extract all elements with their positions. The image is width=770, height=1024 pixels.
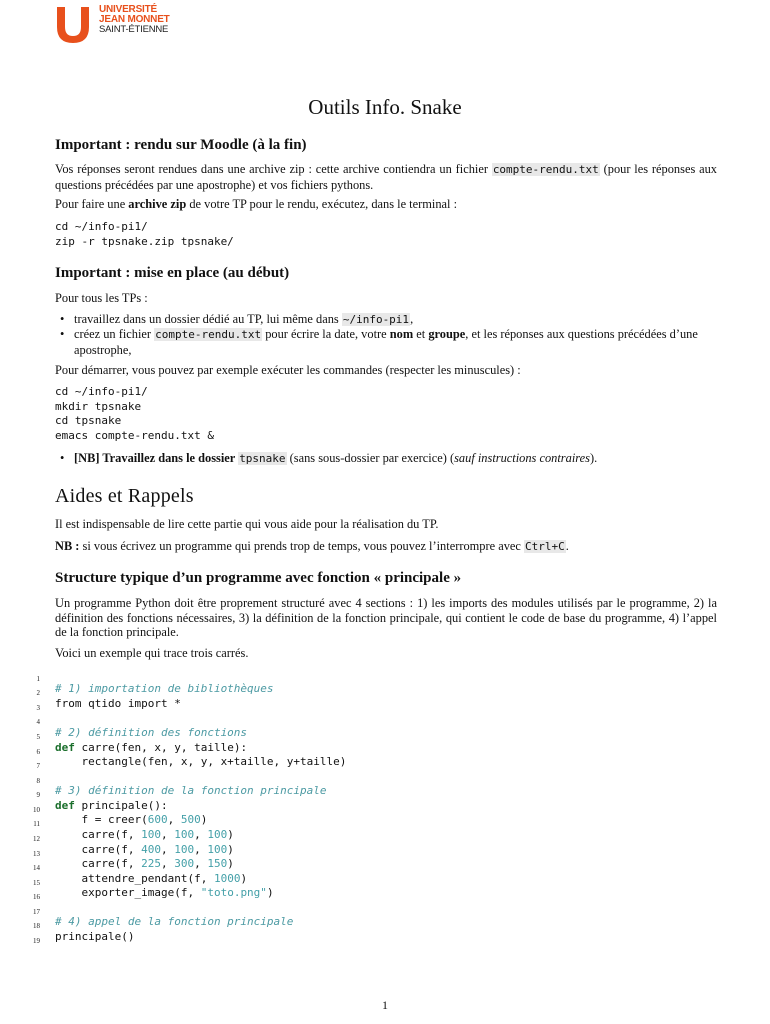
line-number: 2: [36, 689, 40, 697]
paragraph-indispensable: Il est indispensable de lire cette partie qui vous aide pour la réalisation du TP.: [55, 517, 439, 531]
page-number: 1: [382, 998, 388, 1012]
code-line: def principale():: [55, 799, 168, 812]
line-number: 18: [33, 922, 40, 930]
page-title: Outils Info. Snake: [308, 95, 462, 119]
heading-rendu-moodle: Important : rendu sur Moodle (à la fin): [55, 137, 307, 153]
code-line: carre(f, 225, 300, 150): [55, 857, 234, 870]
code-line: attendre_pendant(f, 1000): [55, 872, 248, 885]
terminal-commands-setup: cd ~/info-pi1/ mkdir tpsnake cd tpsnake emacs compte-rendu.txt &: [55, 385, 214, 442]
code-line: def carre(fen, x, y, taille):: [55, 741, 248, 754]
list-item-nb: • [NB] Travaillez dans le dossier tpsnake (sans sous-dossier par exercice) (sauf instructions contraires).: [60, 451, 598, 465]
line-number: 10: [33, 806, 40, 814]
heading-structure: Structure typique d’un programme avec fonction « principale »: [55, 570, 462, 586]
terminal-commands-zip: cd ~/info-pi1/ zip -r tpsnake.zip tpsnake/: [55, 220, 234, 248]
line-number: 6: [36, 748, 40, 756]
university-logo: [54, 3, 174, 49]
code-comment: # 2) définition des fonctions: [55, 726, 248, 739]
list-item-fichier: • créez un fichier compte-rendu.txt pour écrire la date, votre nom et groupe, et les réponses aux questions précédées d’une apostrophe,: [60, 327, 698, 357]
logo-line-3: SAINT-ÉTIENNE: [99, 24, 169, 35]
code-comment: # 3) définition de la fonction principale: [55, 784, 327, 797]
code-line: carre(f, 400, 100, 100): [55, 843, 234, 856]
ujm-logo-icon: [54, 3, 94, 49]
heading-aides-rappels: Aides et Rappels: [55, 485, 194, 507]
line-number: 17: [33, 908, 40, 916]
list-item-dossier: • travaillez dans un dossier dédié au TP, lui même dans ~/info-pi1,: [60, 312, 414, 326]
paragraph-demarrer: Pour démarrer, vous pouvez par exemple exécuter les commandes (respecter les minuscules) :: [55, 363, 521, 377]
code-line: rectangle(fen, x, y, x+taille, y+taille): [55, 755, 347, 768]
code-line: exporter_image(f, "toto.png"): [55, 886, 274, 899]
logo-line-2: JEAN MONNET: [99, 14, 170, 25]
paragraph-exemple: Voici un exemple qui trace trois carrés.: [55, 646, 249, 660]
line-number: 5: [36, 733, 40, 741]
line-number: 19: [33, 937, 40, 945]
line-number: 3: [36, 704, 40, 712]
line-number: 4: [36, 718, 40, 726]
code-line: from qtido import *: [55, 697, 181, 710]
code-line: f = creer(600, 500): [55, 813, 208, 826]
line-number: 9: [36, 791, 40, 799]
line-number: 1: [36, 675, 40, 683]
paragraph-tous-les-tps: Pour tous les TPs :: [55, 291, 148, 305]
code-line: principale(): [55, 930, 135, 943]
line-number: 8: [36, 777, 40, 785]
heading-mise-en-place: Important : mise en place (au début): [55, 265, 290, 281]
paragraph-structure: Un programme Python doit être proprement structuré avec 4 sections : 1) les imports des modules utilisés par le programme, 2) la définition des fonctions nécessaires, 3) la définition de la fonction principale, qui contient le code de base du programme, 4) l’appel de la fonction principale.: [55, 596, 717, 639]
code-comment: # 4) appel de la fonction principale: [55, 915, 294, 928]
paragraph-archive: Pour faire une archive zip de votre TP pour le rendu, exécutez, dans le terminal :: [55, 197, 458, 211]
line-number: 12: [33, 835, 40, 843]
code-compte-rendu: compte-rendu.txt: [492, 163, 599, 176]
logo-line-1: UNIVERSITÉ: [99, 4, 158, 15]
line-number: 13: [33, 850, 40, 858]
code-line: carre(f, 100, 100, 100): [55, 828, 234, 841]
code-comment: # 1) importation de bibliothèques: [55, 682, 274, 695]
paragraph-rendu: Vos réponses seront rendues dans une archive zip : cette archive contiendra un fichier compte-rendu.txt (pour les réponses aux questions précédées par une apostrophe) et vos fichiers pythons.: [55, 162, 717, 192]
line-number: 16: [33, 893, 40, 901]
line-number: 7: [36, 762, 40, 770]
line-number: 14: [33, 864, 40, 872]
line-number: 15: [33, 879, 40, 887]
paragraph-nb-interrompre: NB : si vous écrivez un programme qui prends trop de temps, vous pouvez l’interrompre avec Ctrl+C.: [55, 539, 569, 553]
line-number: 11: [33, 820, 40, 828]
